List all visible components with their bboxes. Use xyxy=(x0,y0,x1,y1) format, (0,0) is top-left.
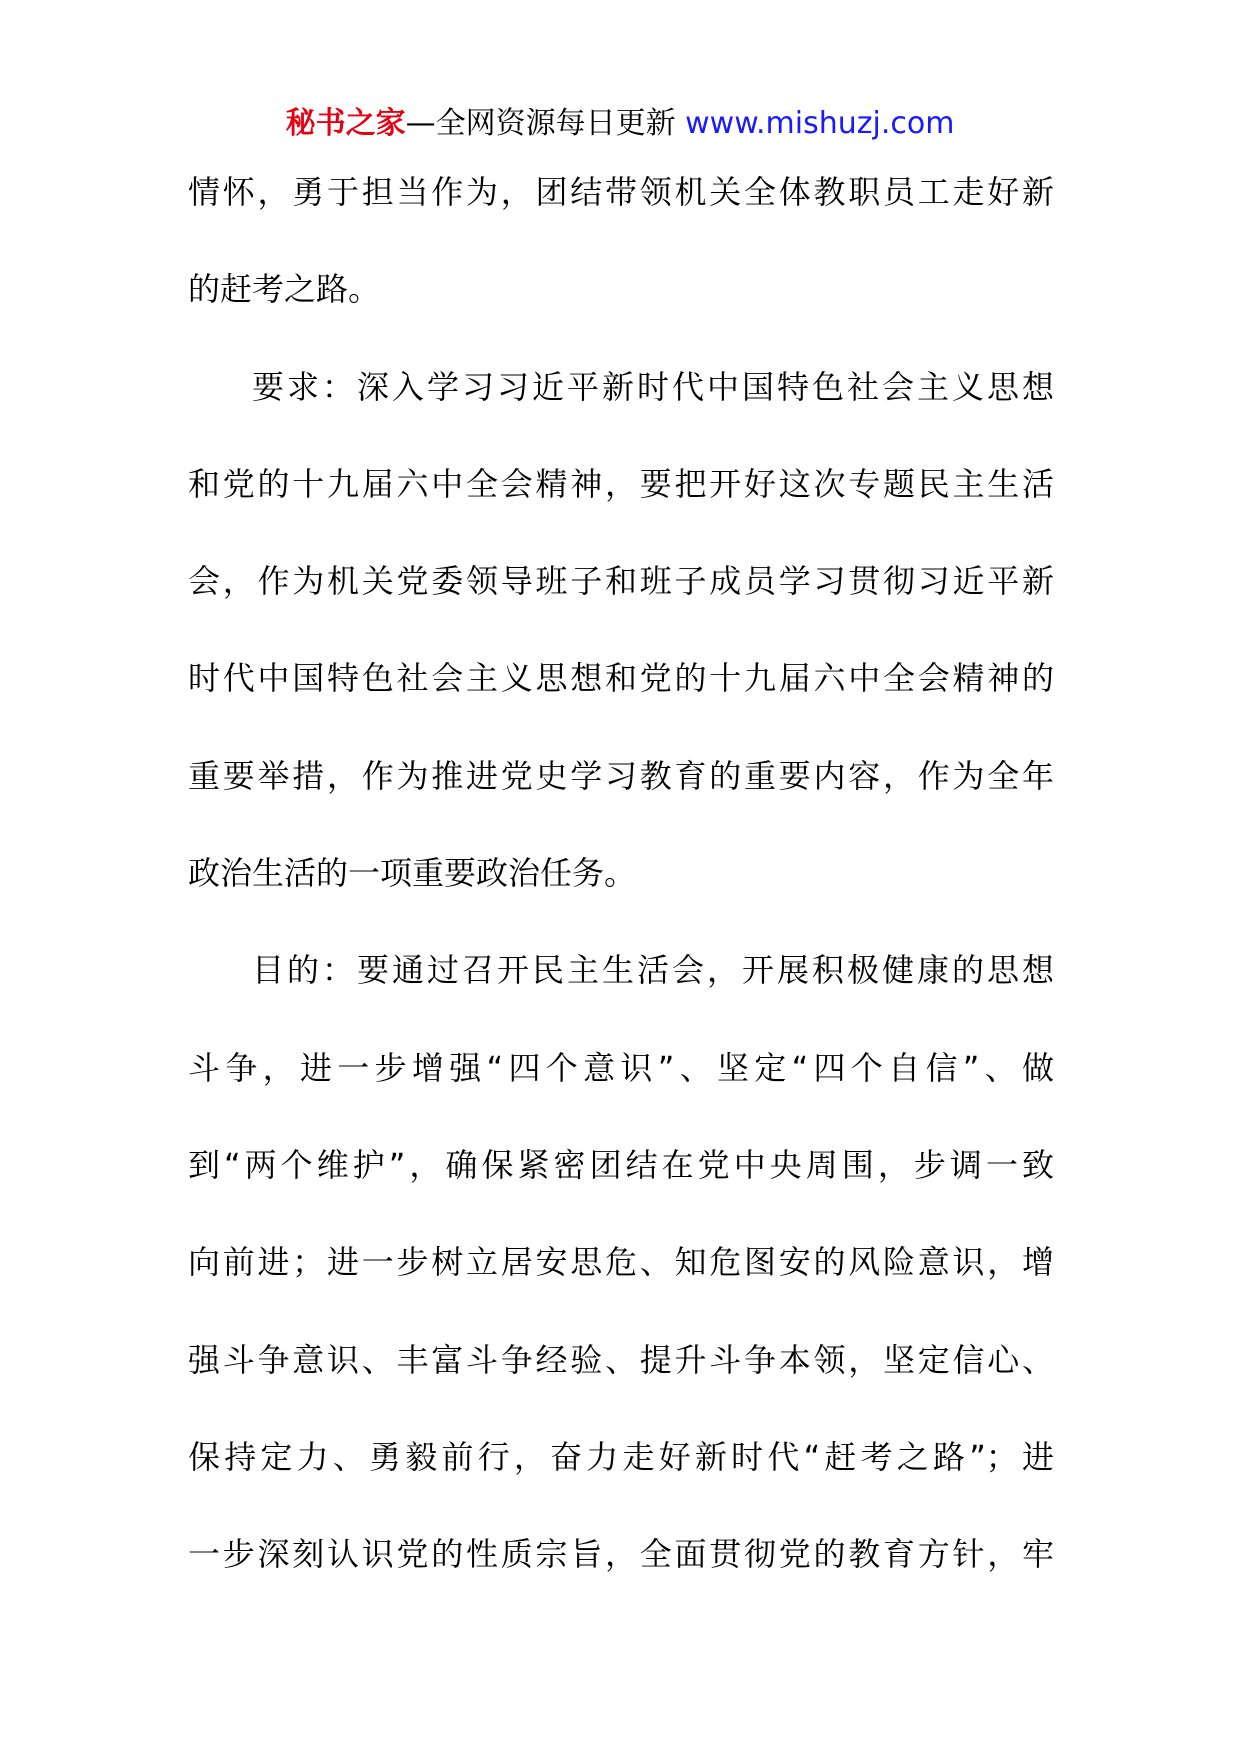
text-line: 一步深刻认识党的性质宗旨，全面贯彻党的教育方针，牢 xyxy=(188,1535,1054,1574)
text-line: 和党的十九届六中全会精神，要把开好这次专题民主生活 xyxy=(188,464,1054,503)
text-line: 目的：要通过召开民主生活会，开展积极健康的思想 xyxy=(252,951,1054,990)
text-line: 到“两个维护”，确保紧密团结在党中央周围，步调一致 xyxy=(188,1145,1054,1184)
text-line: 时代中国特色社会主义思想和党的十九届六中全会精神的 xyxy=(188,659,1054,698)
header-tagline: —全网资源每日更新 xyxy=(405,106,686,141)
document-body xyxy=(188,160,1054,1619)
text-line: 要求：深入学习习近平新时代中国特色社会主义思想 xyxy=(252,367,1054,406)
text-line: 强斗争意识、丰富斗争经验、提升斗争本领，坚定信心、 xyxy=(188,1340,1054,1379)
text-line: 情怀，勇于担当作为，团结带领机关全体教职员工走好新 xyxy=(188,173,1054,211)
text-line: 政治生活的一项重要政治任务。 xyxy=(188,854,637,893)
text-line: 的赶考之路。 xyxy=(188,270,381,309)
header-brand: 秘书之家 xyxy=(285,106,406,141)
page-header xyxy=(0,100,1240,148)
text-line: 重要举措，作为推进党史学习教育的重要内容，作为全年 xyxy=(188,756,1054,795)
text-line: 会，作为机关党委领导班子和班子成员学习贯彻习近平新 xyxy=(188,562,1054,601)
text-line: 斗争，进一步增强“四个意识”、坚定“四个自信”、做 xyxy=(188,1048,1054,1087)
text-line: 向前进；进一步树立居安思危、知危图安的风险意识，增 xyxy=(188,1243,1054,1282)
header-site-url[interactable]: www.mishuzj.com xyxy=(685,106,955,141)
text-line: 保持定力、勇毅前行，奋力走好新时代“赶考之路”；进 xyxy=(188,1437,1054,1476)
